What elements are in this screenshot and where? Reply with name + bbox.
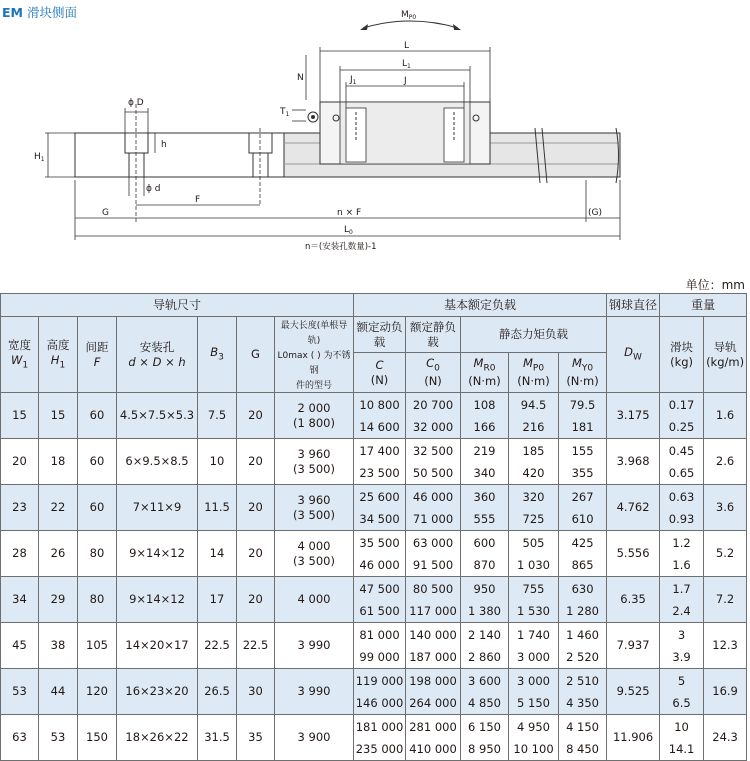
- cell-mr: 360 555: [461, 485, 509, 531]
- cell-mr: 2 140 2 860: [461, 623, 509, 669]
- header-height: 高度 $H_1$: [39, 317, 78, 393]
- cell-pitch: 105: [78, 623, 117, 669]
- cell-b3: 11.5: [198, 485, 237, 531]
- cell-mount-hole: 4.5×7.5×5.3: [117, 393, 198, 439]
- table-row: [1, 531, 747, 577]
- cell-pitch: 60: [78, 485, 117, 531]
- cell-dynamic: 47 500 61 500: [354, 577, 406, 623]
- header-c0: $C_0$ (N): [406, 353, 461, 393]
- cell-my: 79.5 181: [559, 393, 607, 439]
- cell-mount-hole: 18×26×22: [117, 715, 198, 761]
- cell-pitch: 150: [78, 715, 117, 761]
- header-g: G: [237, 317, 275, 393]
- cell-rail-weight: 5.2: [704, 531, 747, 577]
- cell-static: 80 500 117 000: [406, 577, 461, 623]
- cell-max-length: 2 000 (1 800): [275, 393, 354, 439]
- cell-dynamic: 25 600 34 500: [354, 485, 406, 531]
- cell-block-weight: 1.7 2.4: [660, 577, 704, 623]
- cell-rail-weight: 24.3: [704, 715, 747, 761]
- header-mp: $M_{P0}$ (N·m): [509, 353, 559, 393]
- cell-block-weight: 10 14.1: [660, 715, 704, 761]
- table-row: [1, 439, 747, 485]
- cell-dw: 3.175: [607, 393, 660, 439]
- header-mr: $M_{R0}$ (N·m): [461, 353, 509, 393]
- cell-max-length: 3 960 (3 500): [275, 439, 354, 485]
- cell-my: 630 1 280: [559, 577, 607, 623]
- label-h: h: [161, 140, 167, 150]
- header-mount-hole: 安装孔 d × D × h: [117, 317, 198, 393]
- cell-mr: 6 150 8 950: [461, 715, 509, 761]
- cell-mp: 320 725: [509, 485, 559, 531]
- cell-dw: 9.525: [607, 669, 660, 715]
- cell-g: 30: [237, 669, 275, 715]
- header-max-length: 最大长度(单根导轨) L0max ( ) 为不锈钢 件的型号: [275, 317, 354, 393]
- cell-height: 18: [39, 439, 78, 485]
- header-b3: $B_3$: [198, 317, 237, 393]
- header-pitch: 间距 F: [78, 317, 117, 393]
- label-J1: $J_1$: [350, 75, 357, 86]
- header-weight: 重量: [660, 294, 747, 317]
- header-c: C (N): [354, 353, 406, 393]
- label-G-paren: (G): [588, 208, 602, 218]
- cell-static: 32 500 50 500: [406, 439, 461, 485]
- header-block-weight: 滑块 (kg): [660, 317, 704, 393]
- cell-dw: 11.906: [607, 715, 660, 761]
- cell-g: 20: [237, 531, 275, 577]
- cell-max-length: 3 900: [275, 715, 354, 761]
- header-dynamic: 额定动负载: [354, 317, 406, 353]
- cell-b3: 10: [198, 439, 237, 485]
- cell-rail-weight: 7.2: [704, 577, 747, 623]
- cell-g: 35: [237, 715, 275, 761]
- cell-g: 20: [237, 577, 275, 623]
- cell-my: 267 610: [559, 485, 607, 531]
- spec-table: [0, 293, 747, 761]
- cell-rail-weight: 2.6: [704, 439, 747, 485]
- cell-height: 22: [39, 485, 78, 531]
- cell-mr: 600 870: [461, 531, 509, 577]
- label-J: J: [404, 76, 407, 86]
- label-phiD: ϕ D: [128, 98, 144, 108]
- cell-static: 46 000 71 000: [406, 485, 461, 531]
- cell-mount-hole: 14×20×17: [117, 623, 198, 669]
- cell-block-weight: 0.45 0.65: [660, 439, 704, 485]
- cell-dynamic: 17 400 23 500: [354, 439, 406, 485]
- label-N: N: [297, 73, 304, 83]
- cell-max-length: 4 000: [275, 577, 354, 623]
- cell-pitch: 60: [78, 439, 117, 485]
- header-ball-dia: 钢球直径: [607, 294, 660, 317]
- moment-arc: [363, 21, 458, 28]
- cell-dynamic: 181 000 235 000: [354, 715, 406, 761]
- cell-b3: 22.5: [198, 623, 237, 669]
- cell-pitch: 60: [78, 393, 117, 439]
- cell-mount-hole: 16×23×20: [117, 669, 198, 715]
- cell-my: 155 355: [559, 439, 607, 485]
- cell-width: 15: [1, 393, 39, 439]
- header-load-rating: 基本额定负载: [354, 294, 607, 317]
- cell-static: 20 700 32 000: [406, 393, 461, 439]
- label-nF: n × F: [337, 208, 362, 218]
- cell-height: 38: [39, 623, 78, 669]
- cell-my: 4 150 8 450: [559, 715, 607, 761]
- cell-pitch: 80: [78, 577, 117, 623]
- cell-mp: 185 420: [509, 439, 559, 485]
- cell-b3: 31.5: [198, 715, 237, 761]
- cell-pitch: 120: [78, 669, 117, 715]
- header-rail-weight: 导轨 (kg/m): [704, 317, 747, 393]
- cell-mp: 505 1 030: [509, 531, 559, 577]
- cell-dynamic: 81 000 99 000: [354, 623, 406, 669]
- table-row: [1, 577, 747, 623]
- cell-b3: 14: [198, 531, 237, 577]
- cell-rail-weight: 3.6: [704, 485, 747, 531]
- cell-mp: 755 1 530: [509, 577, 559, 623]
- header-static: 额定静负载: [406, 317, 461, 353]
- label-F: F: [195, 195, 201, 205]
- cell-dw: 5.556: [607, 531, 660, 577]
- cell-g: 20: [237, 393, 275, 439]
- label-formula: n＝(安装孔数量)-1: [305, 242, 377, 252]
- cell-height: 26: [39, 531, 78, 577]
- cell-dw: 6.35: [607, 577, 660, 623]
- cell-dynamic: 35 500 46 000: [354, 531, 406, 577]
- cell-block-weight: 5 6.5: [660, 669, 704, 715]
- table-row: [1, 485, 747, 531]
- cell-dw: 7.937: [607, 623, 660, 669]
- cell-g: 20: [237, 439, 275, 485]
- header-my: $M_{Y0}$ (N·m): [559, 353, 607, 393]
- cell-max-length: 3 990: [275, 623, 354, 669]
- cell-mount-hole: 7×11×9: [117, 485, 198, 531]
- cell-width: 45: [1, 623, 39, 669]
- label-H1: $H_1$: [34, 152, 45, 163]
- cell-dynamic: 10 800 14 600: [354, 393, 406, 439]
- cell-mount-hole: 9×14×12: [117, 577, 198, 623]
- label-T1: $T_1$: [280, 107, 290, 118]
- cell-rail-weight: 16.9: [704, 669, 747, 715]
- cell-my: 2 510 4 350: [559, 669, 607, 715]
- header-dw: $D_W$: [607, 317, 660, 393]
- cell-height: 29: [39, 577, 78, 623]
- label-G: G: [102, 208, 109, 218]
- cell-my: 425 865: [559, 531, 607, 577]
- cell-width: 63: [1, 715, 39, 761]
- cell-mount-hole: 6×9.5×8.5: [117, 439, 198, 485]
- label-phid: ϕ d: [146, 184, 161, 194]
- cell-b3: 26.5: [198, 669, 237, 715]
- cell-max-length: 3 990: [275, 669, 354, 715]
- cell-block-weight: 0.17 0.25: [660, 393, 704, 439]
- cell-max-length: 3 960 (3 500): [275, 485, 354, 531]
- cell-dw: 4.762: [607, 485, 660, 531]
- cell-rail-weight: 12.3: [704, 623, 747, 669]
- cell-block-weight: 3 3.9: [660, 623, 704, 669]
- cell-block-weight: 1.2 1.6: [660, 531, 704, 577]
- label-L: L: [404, 41, 410, 51]
- title-code: EM: [2, 5, 23, 20]
- table-row: [1, 393, 747, 439]
- cell-block-weight: 0.63 0.93: [660, 485, 704, 531]
- cell-mp: 1 740 3 000: [509, 623, 559, 669]
- cell-dynamic: 119 000 146 000: [354, 669, 406, 715]
- cell-height: 53: [39, 715, 78, 761]
- cell-mp: 94.5 216: [509, 393, 559, 439]
- cell-g: 22.5: [237, 623, 275, 669]
- unit-label: 单位：mm: [685, 278, 745, 292]
- label-L0: $L_0$: [344, 225, 353, 236]
- cell-height: 15: [39, 393, 78, 439]
- cell-pitch: 80: [78, 531, 117, 577]
- label-L1: $L_1$: [402, 59, 411, 70]
- cell-mount-hole: 9×14×12: [117, 531, 198, 577]
- header-moment: 静态力矩负载: [461, 317, 607, 353]
- label-mp: $M_{P0}$: [401, 10, 417, 21]
- title-name: 滑块侧面: [26, 5, 77, 20]
- cell-dw: 3.968: [607, 439, 660, 485]
- table-row: [1, 715, 747, 761]
- cell-mp: 4 950 10 100: [509, 715, 559, 761]
- cell-width: 28: [1, 531, 39, 577]
- cell-max-length: 4 000 (3 500): [275, 531, 354, 577]
- cell-g: 20: [237, 485, 275, 531]
- cell-height: 44: [39, 669, 78, 715]
- cell-b3: 17: [198, 577, 237, 623]
- cell-mr: 108 166: [461, 393, 509, 439]
- cell-static: 281 000 410 000: [406, 715, 461, 761]
- cell-mp: 3 000 5 150: [509, 669, 559, 715]
- cell-mr: 219 340: [461, 439, 509, 485]
- cell-width: 34: [1, 577, 39, 623]
- cell-width: 20: [1, 439, 39, 485]
- cell-static: 198 000 264 000: [406, 669, 461, 715]
- cell-mr: 3 600 4 850: [461, 669, 509, 715]
- rail-drawing: [0, 0, 750, 262]
- cell-width: 53: [1, 669, 39, 715]
- header-width: 宽度 $W_1$: [1, 317, 39, 393]
- cell-my: 1 460 2 520: [559, 623, 607, 669]
- header-rail-dims: 导轨尺寸: [1, 294, 354, 317]
- table-row: [1, 623, 747, 669]
- cell-static: 140 000 187 000: [406, 623, 461, 669]
- cell-mr: 950 1 380: [461, 577, 509, 623]
- cell-static: 63 000 91 500: [406, 531, 461, 577]
- table-row: [1, 669, 747, 715]
- cell-b3: 7.5: [198, 393, 237, 439]
- cell-width: 23: [1, 485, 39, 531]
- cell-rail-weight: 1.6: [704, 393, 747, 439]
